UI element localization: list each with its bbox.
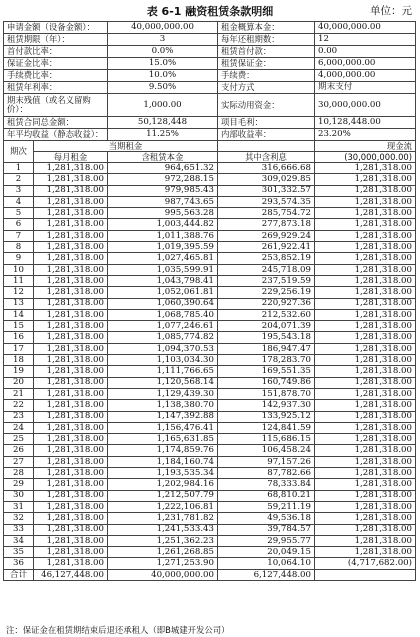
interest-cell: 178,283.70 (218, 355, 315, 366)
table-row (4, 332, 416, 343)
interest-cell: 309,029.85 (218, 174, 315, 185)
period-cell: 13 (4, 298, 34, 309)
period-cell: 1 (4, 163, 34, 174)
principal-cell: 1,271,253.90 (108, 558, 218, 569)
principal-cell: 1,193,535.34 (108, 468, 218, 479)
summary-label: 内部收益率： (218, 129, 315, 141)
period-cell: 15 (4, 321, 34, 332)
table-row (4, 400, 416, 411)
monthly-rent-cell: 1,281,318.00 (34, 456, 108, 467)
monthly-rent-cell: 1,281,318.00 (34, 230, 108, 241)
period-cell: 20 (4, 377, 34, 388)
interest-cell: 245,718.09 (218, 264, 315, 275)
period-cell: 10 (4, 264, 34, 275)
period-cell: 6 (4, 219, 34, 230)
period-cell: 3 (4, 185, 34, 196)
table-row (4, 388, 416, 399)
interest-cell: 151,878.70 (218, 388, 315, 399)
monthly-rent-cell: 1,281,318.00 (34, 558, 108, 569)
principal-cell: 964,651.32 (108, 163, 218, 174)
summary-row (4, 117, 416, 129)
summary-row (4, 70, 416, 82)
cashflow-cell: 1,281,318.00 (315, 174, 416, 185)
monthly-rent-cell: 1,281,318.00 (34, 298, 108, 309)
period-cell: 34 (4, 535, 34, 546)
table-row (4, 185, 416, 196)
summary-label: 租赁首付款： (218, 46, 315, 58)
summary-value: 1,000.00 (108, 94, 218, 117)
period-cell: 29 (4, 479, 34, 490)
period-cell: 4 (4, 196, 34, 207)
cashflow-cell: 1,281,318.00 (315, 422, 416, 433)
monthly-rent-cell: 1,281,318.00 (34, 400, 108, 411)
interest-cell: 115,686.15 (218, 434, 315, 445)
period-cell: 23 (4, 411, 34, 422)
cashflow-cell: 1,281,318.00 (315, 377, 416, 388)
monthly-rent-cell: 1,281,318.00 (34, 377, 108, 388)
principal-cell: 1,035,599.91 (108, 264, 218, 275)
interest-cell: 87,782.66 (218, 468, 315, 479)
principal-cell: 987,743.65 (108, 196, 218, 207)
principal-cell: 979,985.43 (108, 185, 218, 196)
summary-value: 40,000,000.00 (315, 22, 416, 34)
cashflow-cell: 1,281,318.00 (315, 388, 416, 399)
table-row (4, 309, 416, 320)
principal-cell: 1,052,061.81 (108, 287, 218, 298)
principal-cell: 1,120,568.14 (108, 377, 218, 388)
monthly-rent-cell: 1,281,318.00 (34, 479, 108, 490)
summary-value: 10,128,448.00 (315, 117, 416, 129)
principal-cell: 1,147,392.88 (108, 411, 218, 422)
interest-cell: 106,458.24 (218, 445, 315, 456)
summary-label: 租赁期限（年）： (4, 34, 108, 46)
principal-cell: 972,288.15 (108, 174, 218, 185)
cashflow-cell: 1,281,318.00 (315, 411, 416, 422)
table-row (4, 434, 416, 445)
cashflow-cell: 1,281,318.00 (315, 513, 416, 524)
summary-label: 期末残值（或名义留购价）： (4, 94, 108, 117)
monthly-rent-cell: 1,281,318.00 (34, 309, 108, 320)
period-cell: 26 (4, 445, 34, 456)
table-row (4, 456, 416, 467)
cashflow-cell: (4,717,682.00) (315, 558, 416, 569)
period-cell: 36 (4, 558, 34, 569)
summary-label: 租金概算本金： (218, 22, 315, 34)
interest-cell: 220,927.36 (218, 298, 315, 309)
monthly-rent-cell: 1,281,318.00 (34, 422, 108, 433)
cashflow-cell: 1,281,318.00 (315, 547, 416, 558)
unit-label: 单位：元 (370, 5, 412, 17)
principal-cell: 1,165,631.85 (108, 434, 218, 445)
summary-value: 50,128,448 (108, 117, 218, 129)
summary-row (4, 46, 416, 58)
principal-header: 含租赁本金 (108, 152, 218, 163)
principal-cell: 1,085,774.82 (108, 332, 218, 343)
period-cell: 30 (4, 490, 34, 501)
summary-row (4, 34, 416, 46)
period-cell: 合计 (4, 569, 34, 580)
table-row (4, 208, 416, 219)
initial-cashflow: (30,000,000.00) (315, 152, 416, 163)
table-row (4, 501, 416, 512)
table-row (4, 558, 416, 569)
period-cell: 11 (4, 275, 34, 286)
table-row (4, 298, 416, 309)
period-cell: 33 (4, 524, 34, 535)
table-row (4, 422, 416, 433)
principal-cell: 1,138,380.70 (108, 400, 218, 411)
interest-cell: 253,852.19 (218, 253, 315, 264)
summary-value: 10.0% (108, 70, 218, 82)
interest-cell: 229,256.19 (218, 287, 315, 298)
summary-label: 租赁保证金： (218, 58, 315, 70)
interest-cell: 39,784.57 (218, 524, 315, 535)
monthly-rent-cell: 1,281,318.00 (34, 535, 108, 546)
cashflow-cell: 1,281,318.00 (315, 456, 416, 467)
monthly-rent-cell: 1,281,318.00 (34, 321, 108, 332)
cashflow-cell: 1,281,318.00 (315, 219, 416, 230)
summary-row (4, 82, 416, 94)
period-cell: 22 (4, 400, 34, 411)
summary-value: 12 (315, 34, 416, 46)
monthly-rent-cell: 1,281,318.00 (34, 343, 108, 354)
interest-cell: 68,810.21 (218, 490, 315, 501)
lease-terms-table (3, 21, 416, 581)
principal-cell: 1,027,465.81 (108, 253, 218, 264)
period-cell: 2 (4, 174, 34, 185)
monthly-rent-cell: 1,281,318.00 (34, 355, 108, 366)
monthly-rent-cell: 1,281,318.00 (34, 163, 108, 174)
monthly-rent-cell: 1,281,318.00 (34, 411, 108, 422)
summary-value: 23.20% (315, 129, 416, 141)
principal-cell: 40,000,000.00 (108, 569, 218, 580)
cashflow-cell: 1,281,318.00 (315, 275, 416, 286)
rent-group-header: 当期租金 (34, 141, 218, 152)
summary-row (4, 94, 416, 117)
principal-cell: 1,129,439.30 (108, 388, 218, 399)
table-row (4, 321, 416, 332)
summary-section (4, 22, 416, 141)
principal-cell: 1,043,798.41 (108, 275, 218, 286)
summary-value: 4,000,000.00 (315, 70, 416, 82)
table-row (4, 535, 416, 546)
interest-cell: 10,064.10 (218, 558, 315, 569)
table-title: 表 6-1 融资租赁条款明细 (146, 5, 274, 18)
monthly-rent-cell: 1,281,318.00 (34, 468, 108, 479)
interest-cell: 301,332.57 (218, 185, 315, 196)
interest-cell: 204,071.39 (218, 321, 315, 332)
cashflow-cell: 1,281,318.00 (315, 355, 416, 366)
cashflow-cell: 1,281,318.00 (315, 332, 416, 343)
interest-cell: 29,955.77 (218, 535, 315, 546)
interest-cell: 169,551.35 (218, 366, 315, 377)
principal-cell: 1,111,766.65 (108, 366, 218, 377)
total-row (4, 569, 416, 580)
interest-cell: 20,049.15 (218, 547, 315, 558)
summary-label: 实际动用资金： (218, 94, 315, 117)
principal-cell: 1,202,984.16 (108, 479, 218, 490)
monthly-rent-cell: 1,281,318.00 (34, 219, 108, 230)
schedule-header (4, 141, 416, 163)
table-row (4, 230, 416, 241)
period-cell: 21 (4, 388, 34, 399)
monthly-rent-cell: 1,281,318.00 (34, 264, 108, 275)
cashflow-cell: 1,281,318.00 (315, 196, 416, 207)
summary-label: 项目毛利： (218, 117, 315, 129)
summary-label: 申请金额（设备金额）： (4, 22, 108, 34)
summary-value: 11.25% (108, 129, 218, 141)
monthly-rent-cell: 1,281,318.00 (34, 434, 108, 445)
period-header: 期次 (4, 141, 34, 163)
summary-label: 年平均收益（静态收益）： (4, 129, 108, 141)
interest-cell: 59,211.19 (218, 501, 315, 512)
summary-label: 租赁合同总金额： (4, 117, 108, 129)
cashflow-cell: 1,281,318.00 (315, 400, 416, 411)
period-cell: 19 (4, 366, 34, 377)
table-row (4, 524, 416, 535)
period-cell: 31 (4, 501, 34, 512)
monthly-rent-header: 每月租金 (34, 152, 108, 163)
cashflow-cell: 1,281,318.00 (315, 535, 416, 546)
summary-row (4, 22, 416, 34)
monthly-rent-cell: 46,127,448.00 (34, 569, 108, 580)
interest-cell: 261,922.41 (218, 242, 315, 253)
table-row (4, 264, 416, 275)
cashflow-cell: 1,281,318.00 (315, 230, 416, 241)
principal-cell: 1,156,476.41 (108, 422, 218, 433)
table-row (4, 479, 416, 490)
cashflow-header: 现金流 (315, 141, 416, 152)
period-cell: 28 (4, 468, 34, 479)
monthly-rent-cell: 1,281,318.00 (34, 547, 108, 558)
interest-cell: 78,333.84 (218, 479, 315, 490)
interest-cell: 316,666.68 (218, 163, 315, 174)
cashflow-cell: 1,281,318.00 (315, 343, 416, 354)
cashflow-cell: 1,281,318.00 (315, 309, 416, 320)
period-cell: 12 (4, 287, 34, 298)
summary-label: 每年还租期数： (218, 34, 315, 46)
table-row (4, 547, 416, 558)
principal-cell: 1,060,390.64 (108, 298, 218, 309)
monthly-rent-cell: 1,281,318.00 (34, 174, 108, 185)
period-cell: 9 (4, 253, 34, 264)
summary-row (4, 129, 416, 141)
summary-value: 3 (108, 34, 218, 46)
interest-cell: 142,937.30 (218, 400, 315, 411)
interest-cell: 277,873.18 (218, 219, 315, 230)
cashflow-cell: 1,281,318.00 (315, 287, 416, 298)
monthly-rent-cell: 1,281,318.00 (34, 287, 108, 298)
cashflow-cell: 1,281,318.00 (315, 264, 416, 275)
cashflow-cell: 1,281,318.00 (315, 479, 416, 490)
cashflow-cell: 1,281,318.00 (315, 242, 416, 253)
cashflow-cell: 1,281,318.00 (315, 501, 416, 512)
monthly-rent-cell: 1,281,318.00 (34, 366, 108, 377)
monthly-rent-cell: 1,281,318.00 (34, 185, 108, 196)
table-row (4, 355, 416, 366)
principal-cell: 1,019,395.59 (108, 242, 218, 253)
interest-cell: 293,574.35 (218, 196, 315, 207)
interest-cell: 133,925.12 (218, 411, 315, 422)
principal-cell: 1,077,246.61 (108, 321, 218, 332)
monthly-rent-cell: 1,281,318.00 (34, 242, 108, 253)
table-row (4, 287, 416, 298)
principal-cell: 1,103,034.30 (108, 355, 218, 366)
period-cell: 7 (4, 230, 34, 241)
monthly-rent-cell: 1,281,318.00 (34, 501, 108, 512)
table-row (4, 253, 416, 264)
table-row (4, 242, 416, 253)
interest-cell: 195,543.18 (218, 332, 315, 343)
footnote: 注：保证金在租赁期结束后退还承租人（即B城建开发公司） (6, 625, 230, 635)
interest-cell: 97,157.26 (218, 456, 315, 467)
summary-value: 期末支付 (315, 82, 416, 94)
period-cell: 5 (4, 208, 34, 219)
interest-header: 其中含利息 (218, 152, 315, 163)
period-cell: 17 (4, 343, 34, 354)
table-row (4, 513, 416, 524)
cashflow-cell: 1,281,318.00 (315, 298, 416, 309)
interest-cell: 212,532.60 (218, 309, 315, 320)
principal-cell: 995,563.28 (108, 208, 218, 219)
cashflow-cell: 1,281,318.00 (315, 524, 416, 535)
principal-cell: 1,251,362.23 (108, 535, 218, 546)
period-cell: 32 (4, 513, 34, 524)
summary-label: 保证金比率： (4, 58, 108, 70)
principal-cell: 1,231,781.82 (108, 513, 218, 524)
summary-value: 0.00 (315, 46, 416, 58)
cashflow-cell: 1,281,318.00 (315, 208, 416, 219)
monthly-rent-cell: 1,281,318.00 (34, 332, 108, 343)
table-row (4, 468, 416, 479)
period-cell: 27 (4, 456, 34, 467)
interest-cell: 6,127,448.00 (218, 569, 315, 580)
summary-value: 6,000,000.00 (315, 58, 416, 70)
summary-value: 9.50% (108, 82, 218, 94)
table-row (4, 196, 416, 207)
principal-cell: 1,011,388.76 (108, 230, 218, 241)
principal-cell: 1,003,444.82 (108, 219, 218, 230)
blank-header (218, 141, 315, 152)
period-cell: 8 (4, 242, 34, 253)
cashflow-cell: 1,281,318.00 (315, 253, 416, 264)
monthly-rent-cell: 1,281,318.00 (34, 196, 108, 207)
period-cell: 24 (4, 422, 34, 433)
principal-cell: 1,261,268.85 (108, 547, 218, 558)
interest-cell: 160,749.86 (218, 377, 315, 388)
summary-label: 租赁年利率： (4, 82, 108, 94)
interest-cell: 49,536.18 (218, 513, 315, 524)
interest-cell: 186,947.47 (218, 343, 315, 354)
summary-row (4, 58, 416, 70)
principal-cell: 1,184,160.74 (108, 456, 218, 467)
table-row (4, 490, 416, 501)
principal-cell: 1,174,859.76 (108, 445, 218, 456)
cashflow-cell: 1,281,318.00 (315, 445, 416, 456)
table-row (4, 366, 416, 377)
schedule-rows (4, 163, 416, 581)
interest-cell: 269,929.24 (218, 230, 315, 241)
interest-cell: 124,841.59 (218, 422, 315, 433)
period-cell: 18 (4, 355, 34, 366)
monthly-rent-cell: 1,281,318.00 (34, 253, 108, 264)
table-row (4, 411, 416, 422)
interest-cell: 285,754.72 (218, 208, 315, 219)
period-cell: 16 (4, 332, 34, 343)
cashflow-cell: 1,281,318.00 (315, 185, 416, 196)
cashflow-cell (315, 569, 416, 580)
principal-cell: 1,222,106.81 (108, 501, 218, 512)
cashflow-cell: 1,281,318.00 (315, 434, 416, 445)
table-row (4, 275, 416, 286)
title-row (0, 0, 420, 20)
table-row (4, 219, 416, 230)
period-cell: 25 (4, 434, 34, 445)
monthly-rent-cell: 1,281,318.00 (34, 388, 108, 399)
cashflow-cell: 1,281,318.00 (315, 321, 416, 332)
monthly-rent-cell: 1,281,318.00 (34, 513, 108, 524)
table-row (4, 163, 416, 174)
table-row (4, 174, 416, 185)
monthly-rent-cell: 1,281,318.00 (34, 524, 108, 535)
summary-label: 手续费比率： (4, 70, 108, 82)
principal-cell: 1,212,507.79 (108, 490, 218, 501)
summary-value: 40,000,000.00 (108, 22, 218, 34)
monthly-rent-cell: 1,281,318.00 (34, 490, 108, 501)
monthly-rent-cell: 1,281,318.00 (34, 445, 108, 456)
summary-value: 0.0% (108, 46, 218, 58)
cashflow-cell: 1,281,318.00 (315, 468, 416, 479)
cashflow-cell: 1,281,318.00 (315, 490, 416, 501)
table-row (4, 377, 416, 388)
principal-cell: 1,094,370.53 (108, 343, 218, 354)
summary-label: 手续费： (218, 70, 315, 82)
monthly-rent-cell: 1,281,318.00 (34, 275, 108, 286)
principal-cell: 1,241,533.43 (108, 524, 218, 535)
table-row (4, 445, 416, 456)
principal-cell: 1,068,785.40 (108, 309, 218, 320)
summary-value: 15.0% (108, 58, 218, 70)
period-cell: 14 (4, 309, 34, 320)
period-cell: 35 (4, 547, 34, 558)
table-row (4, 343, 416, 354)
summary-value: 30,000,000.00 (315, 94, 416, 117)
interest-cell: 237,519.59 (218, 275, 315, 286)
cashflow-cell: 1,281,318.00 (315, 163, 416, 174)
summary-label: 支付方式 (218, 82, 315, 94)
cashflow-cell: 1,281,318.00 (315, 366, 416, 377)
monthly-rent-cell: 1,281,318.00 (34, 208, 108, 219)
summary-label: 首付款比率： (4, 46, 108, 58)
